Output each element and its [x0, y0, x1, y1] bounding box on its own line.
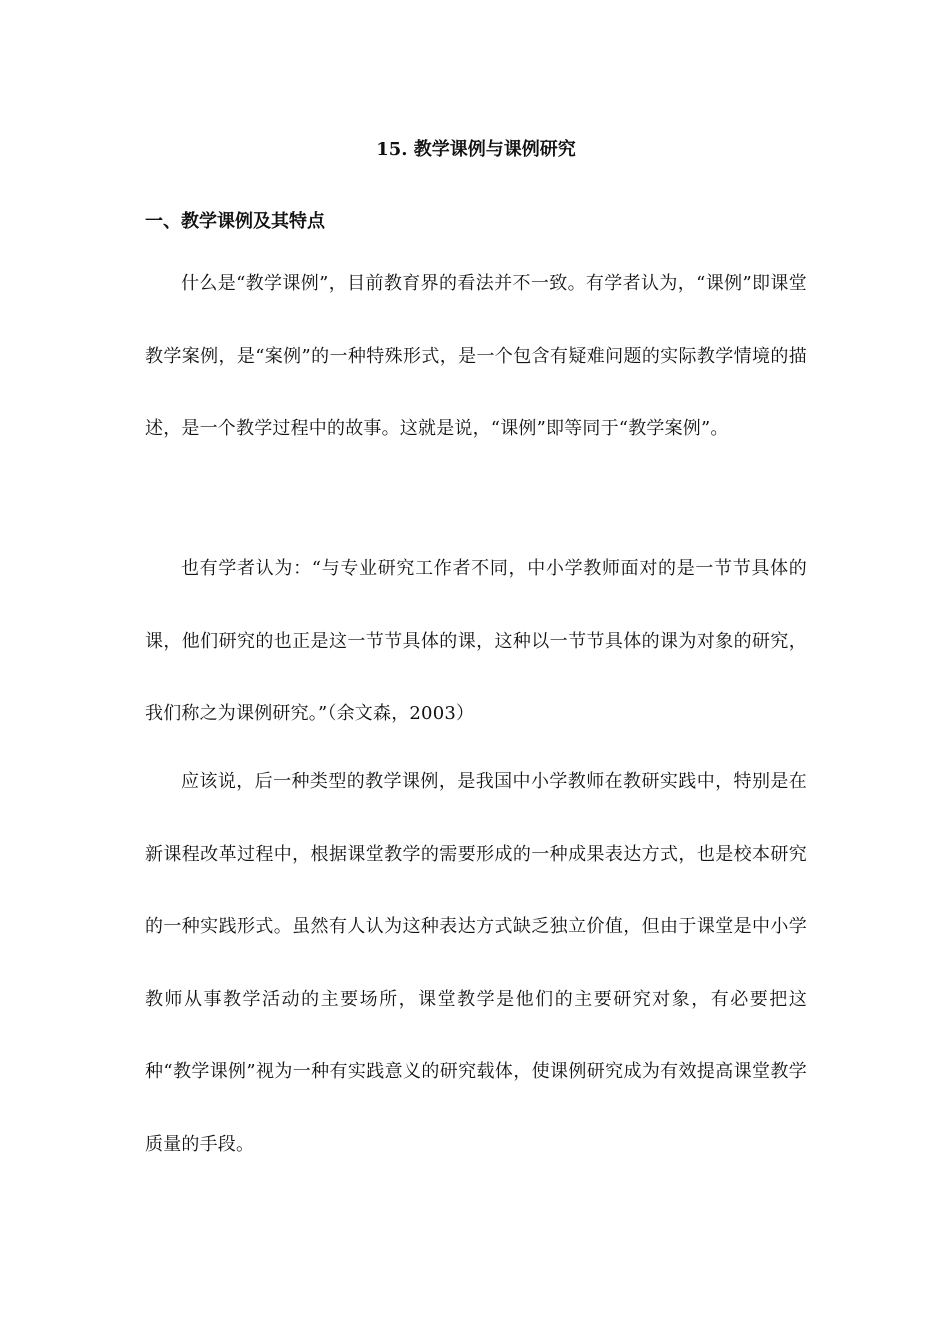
document-page	[145, 0, 807, 1344]
paragraph-1: 什么是“教学课例”，目前教育界的看法并不一致。有学者认为，“课例”即课堂教学案例，是“案例”的一种特殊形式，是一个包含有疑难问题的实际教学情境的描述，是一个教学过程中的故事。这就是说，“课例”即等同于“教学案例”。	[145, 273, 807, 439]
document-title: 15. 教学课例与课例研究	[376, 139, 576, 160]
paragraph-2: 也有学者认为：“与专业研究工作者不同，中小学教师面对的是一节节具体的课，他们研究的也正是这一节节具体的课，这种以一节节具体的课为对象的研究，我们称之为课例研究。”（余文森，2003）	[145, 558, 807, 724]
section-heading: 一、教学课例及其特点	[145, 211, 325, 232]
paragraph-3: 应该说，后一种类型的教学课例，是我国中小学教师在教研实践中，特别是在新课程改革过程中，根据课堂教学的需要形成的一种成果表达方式，也是校本研究的一种实践形式。虽然有人认为这种表达方式缺乏独立价值，但由于课堂是中小学教师从事教学活动的主要场所，课堂教学是他们的主要研究对象，有必要把这种“教学课例”视为一种有实践意义的研究载体，使课例研究成为有效提高课堂教学质量的手段。	[145, 771, 807, 1155]
